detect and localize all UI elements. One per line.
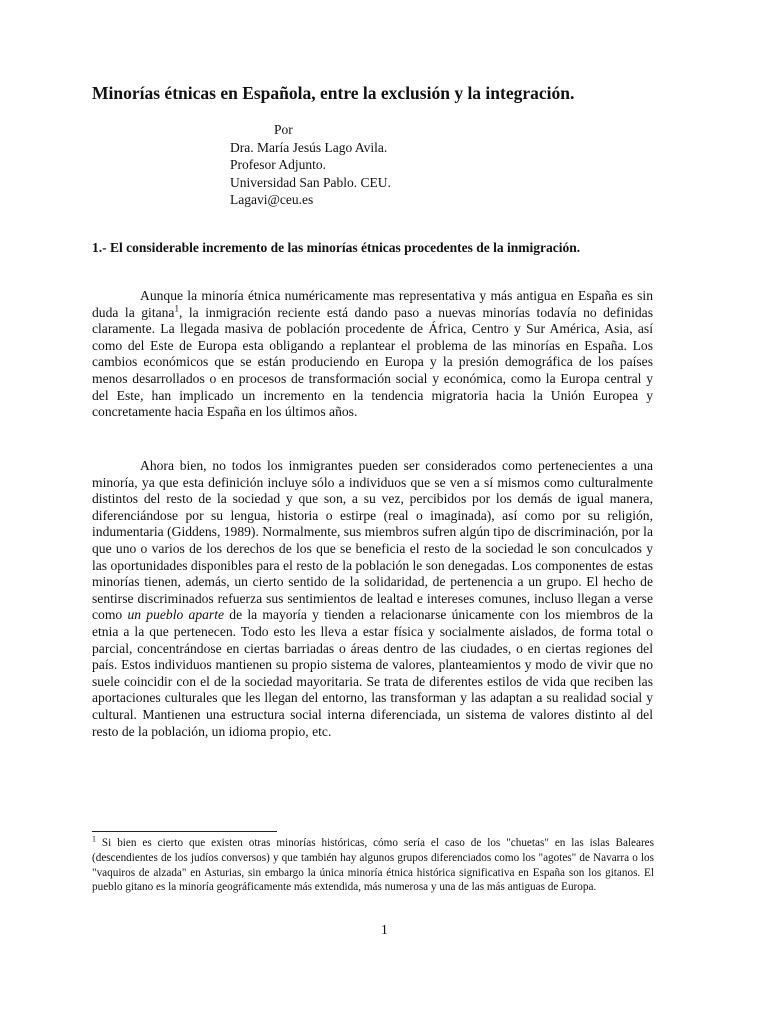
footnote-reference: 1 [174,303,179,314]
footnote-text: Si bien es cierto que existen otras minorías históricas, cómo sería el caso de los "chuetas" en las islas Baleares (descendientes de los judíos conversos) y que también hay algunos grupos diferenciados como los "agotes" de Navarra o los "vaquiros de alzada" en Asturias, sin embargo la única minoría étnica histórica significativa en España son los gitanos. El pueblo gitano es la minoría geográficamente más extendida, más numerosa y una de las más antiguas de Europa. [92,837,654,894]
paragraph-2-text-start: Ahora bien, no todos los inmigrantes pueden ser considerados como pertenecientes a una minoría, ya que esta definición incluye sólo a individuos que se ven a sí mismos como culturalmente distintos del resto de la sociedad y que son, a su vez, percibidos por los demás de igual manera, diferenciándose por su lengua, historia o estirpe (real o imaginada), así como por su religión, indumentaria (Giddens, 1989). Normalmente, sus miembros sufren algún tipo de discriminación, por la que uno o varios de los derechos de los que se beneficia el resto de la sociedad le son conculcados y las oportunidades disponibles para el resto de la población le son denegadas. Los componentes de estas minorías tienen, además, un cierto sentido de la solidaridad, de pertenencia a un grupo. El hecho de sentirse discriminados refuerza sus sentimientos de lealtad e intereses comunes, incluso llegan a verse como [92,458,653,623]
footnote [92,836,654,895]
document-title: Minorías étnicas en Española, entre la exclusión y la integración. [92,83,575,103]
paragraph-2 [92,458,653,740]
paragraph-1-text-end: , la inmigración reciente está dando paso a nuevas minorías todavía no definidas claramente. La llegada masiva de población procedente de África, Centro y Sur América, Asia, así como del Este de Europa esta obligando a replantear el problema de las minorías en España. Los cambios económicos que se están produciendo en Europa y la presión demográfica de los países menos desarrollados o en procesos de transformación social y económica, como la Europa central y del Este, han implicado un incremento en la tendencia migratoria hacia la Unión Europea y concretamente hacia España en los últimos años. [92,304,654,420]
byline-por: Por [274,122,293,137]
author-name: Dra. María Jesús Lago Avila. [230,139,388,155]
author-position: Profesor Adjunto. [230,157,326,172]
paragraph-2-italic-phrase: un pueblo aparte [127,607,225,623]
author-email: Lagavi@ceu.es [230,192,314,207]
paragraph-2-text-end: de la mayoría y tienden a relacionarse únicamente con los miembros de la etnia a la que pertenecen. Todo esto les lleva a estar física y socialmente aislados, de forma total o parcial, concentrándose en ciertas barriadas o áreas dentro de las ciudades, o en ciertas regiones del país. Estos individuos mantienen su propio sistema de valores, planteamientos y modo de vivir que no suele coincidir con el de la sociedad mayoritaria. Se trata de diferentes estilos de vida que reciben las aportaciones culturales que les llegan del entorno, las transforman y las adaptan a su realidad social y cultural. Mantienen una estructura social interna diferenciada, un sistema de valores distinto al del resto de la población, un idioma propio, etc. [92,607,653,739]
paragraph-1 [92,288,653,421]
footnote-separator [92,831,277,832]
section-heading: 1.- El considerable incremento de las minorías étnicas procedentes de la inmigración. [92,240,581,255]
paragraph-1-text-start: Aunque la minoría étnica numéricamente mas representativa y más antigua en España es sin duda la gitana [92,288,653,320]
author-institution: Universidad San Pablo. CEU. [230,174,391,190]
author-byline [230,121,391,209]
page-number: 1 [381,922,388,937]
footnote-number: 1 [92,834,96,844]
